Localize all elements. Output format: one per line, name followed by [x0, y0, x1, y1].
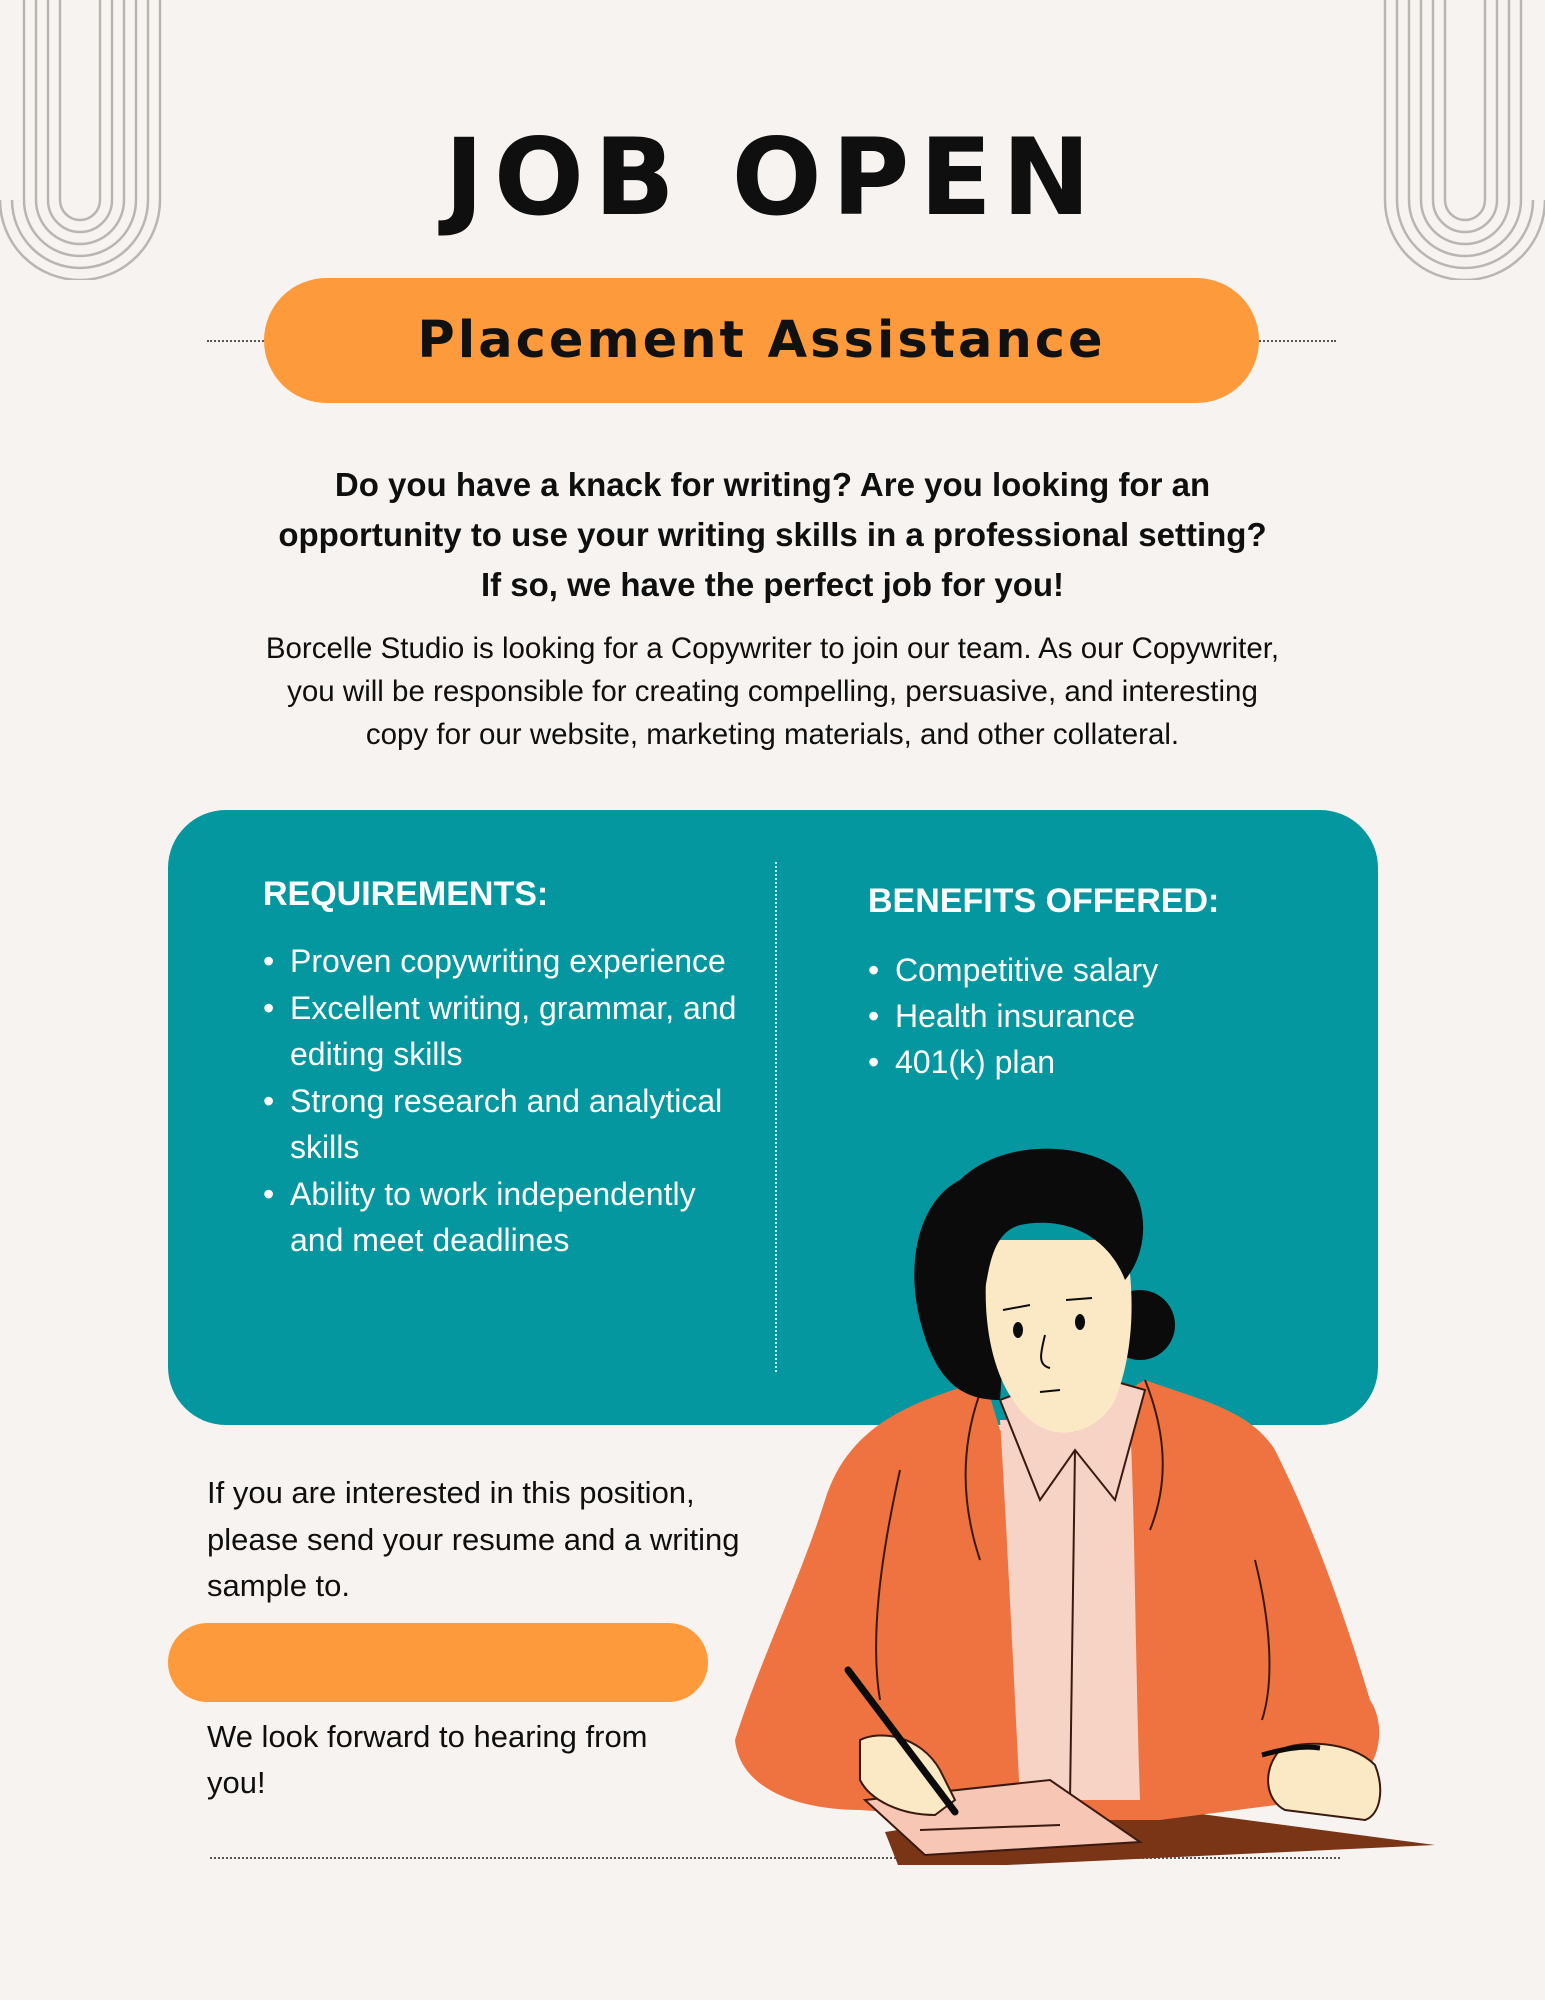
call-to-action-text: If you are interested in this position, please send your resume and a writing sample to.	[207, 1475, 740, 1603]
intro-line: opportunity to use your writing skills in a professional setting?	[278, 516, 1267, 553]
list-item: • Strong research and analytical skills	[263, 1078, 743, 1171]
requirements-list	[263, 938, 743, 1264]
intro-line: If so, we have the perfect job for you!	[480, 566, 1065, 603]
benefits-heading: BENEFITS OFFERED:	[868, 882, 1220, 920]
divider-line-right	[1256, 340, 1336, 342]
intro-question	[190, 460, 1355, 610]
subtitle-text: Placement Assistance	[417, 311, 1106, 370]
description-line: copy for our website, marketing materials, and other collateral.	[365, 718, 1180, 751]
contact-placeholder-bar	[168, 1623, 708, 1702]
list-item: • Competitive salary	[868, 947, 1288, 993]
page-title: JOB OPEN	[444, 116, 1101, 239]
intro-line: Do you have a knack for writing? Are you looking for an	[334, 466, 1211, 503]
subtitle-banner	[264, 278, 1259, 403]
list-item: • Health insurance	[868, 993, 1288, 1039]
closing-text: We look forward to hearing from you!	[207, 1719, 648, 1800]
job-description	[180, 627, 1365, 756]
benefits-list	[868, 947, 1288, 1085]
list-item: • Excellent writing, grammar, and editing skills	[263, 985, 743, 1078]
divider-line-left	[207, 340, 267, 342]
list-item: • Ability to work independently and meet deadlines	[263, 1171, 743, 1264]
list-item: • 401(k) plan	[868, 1039, 1288, 1085]
list-item: • Proven copywriting experience	[263, 938, 743, 985]
description-line: Borcelle Studio is looking for a Copywriter to join our team. As our Copywriter,	[265, 632, 1280, 665]
woman-writing-illustration	[720, 1145, 1445, 1865]
description-line: you will be responsible for creating compelling, persuasive, and interesting	[287, 675, 1258, 708]
requirements-heading: REQUIREMENTS:	[263, 875, 549, 913]
